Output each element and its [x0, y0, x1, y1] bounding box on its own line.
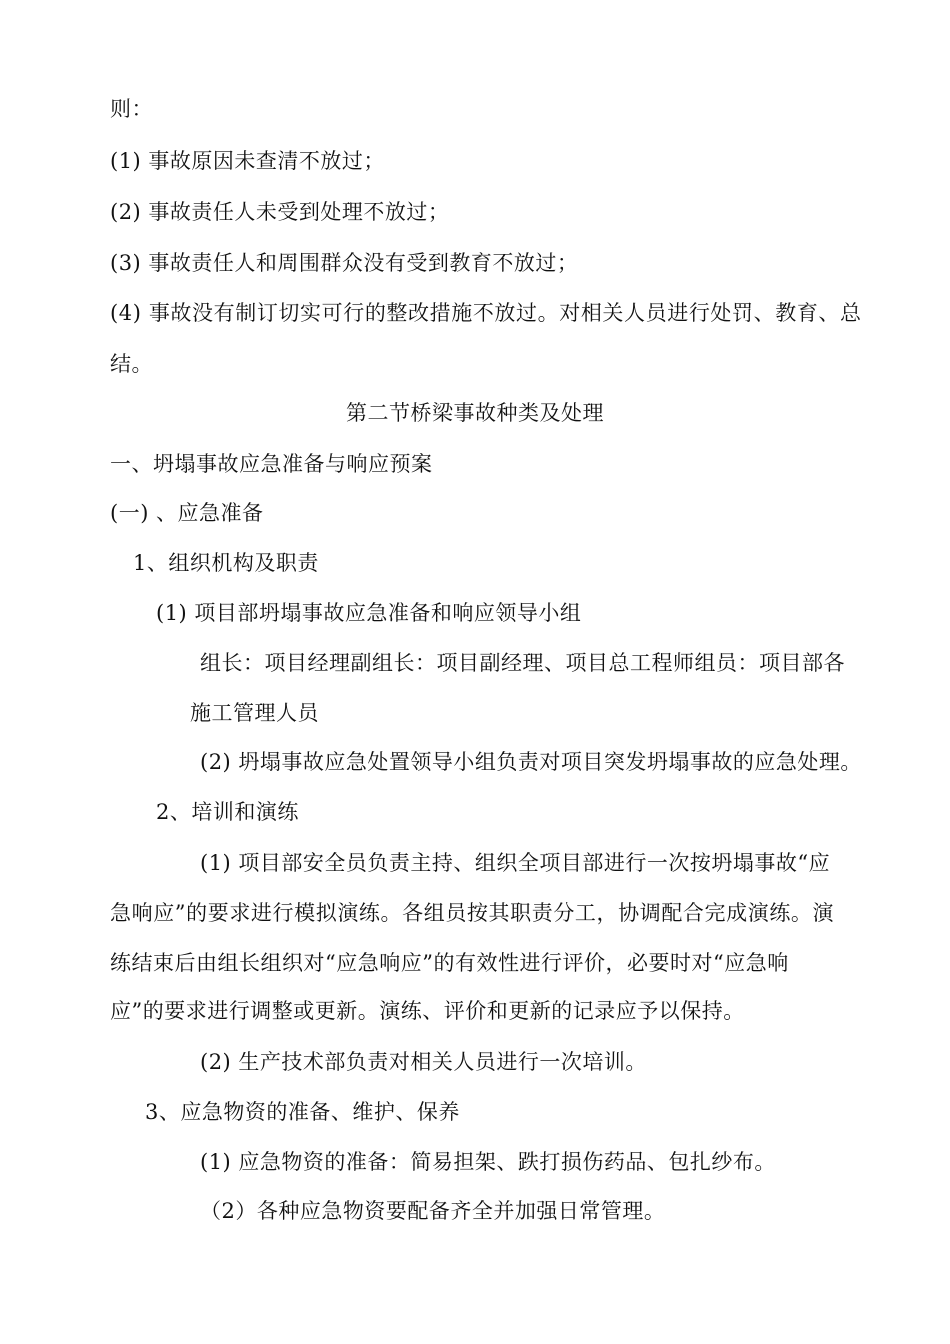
paragraph-item: (2) 生产技术部负责对相关人员进行一次培训。 — [200, 1050, 647, 1074]
paragraph-item: （2）各种应急物资要配备齐全并加强日常管理。 — [200, 1199, 666, 1223]
paragraph-text: 施工管理人员 — [190, 701, 319, 725]
paragraph-text: 练结束后由组长组织对“应急响应”的有效性进行评价，必要时对“应急响 — [110, 951, 789, 975]
list-item-1: (1) 事故原因未查清不放过； — [110, 149, 385, 173]
paragraph-item: (1) 项目部安全员负责主持、组织全项目部进行一次按坍塌事故“应 — [200, 851, 831, 875]
heading-level-3: 3、应急物资的准备、维护、保养 — [145, 1100, 460, 1124]
heading-level-1: 一、坍塌事故应急准备与响应预案 — [110, 452, 433, 476]
list-item-2: (2) 事故责任人未受到处理不放过； — [110, 200, 450, 224]
section-title: 第二节桥梁事故种类及处理 — [346, 401, 604, 425]
paragraph-text: 急响应”的要求进行模拟演练。各组员按其职责分工，协调配合完成演练。演 — [110, 901, 835, 925]
paragraph-text: 应”的要求进行调整或更新。演练、评价和更新的记录应予以保持。 — [110, 999, 745, 1023]
paragraph-item: (1) 应急物资的准备：简易担架、跌打损伤药品、包扎纱布。 — [200, 1150, 776, 1174]
paragraph-item: (1) 项目部坍塌事故应急准备和响应领导小组 — [156, 601, 582, 625]
heading-level-3: 2、培训和演练 — [156, 800, 299, 824]
list-item-3: (3) 事故责任人和周围群众没有受到教育不放过； — [110, 251, 579, 275]
paragraph-text: 组长：项目经理副组长：项目副经理、项目总工程师组员：项目部各 — [200, 651, 845, 675]
paragraph-intro: 则： — [110, 97, 153, 121]
heading-level-2: (一) 、应急准备 — [110, 501, 264, 525]
list-item-4: (4) 事故没有制订切实可行的整改措施不放过。对相关人员进行处罚、教育、总 — [110, 301, 862, 325]
list-item-4-continued: 结。 — [110, 352, 153, 376]
heading-level-3: 1、组织机构及职责 — [133, 551, 319, 575]
paragraph-item: (2) 坍塌事故应急处置领导小组负责对项目突发坍塌事故的应急处理。 — [200, 750, 862, 774]
